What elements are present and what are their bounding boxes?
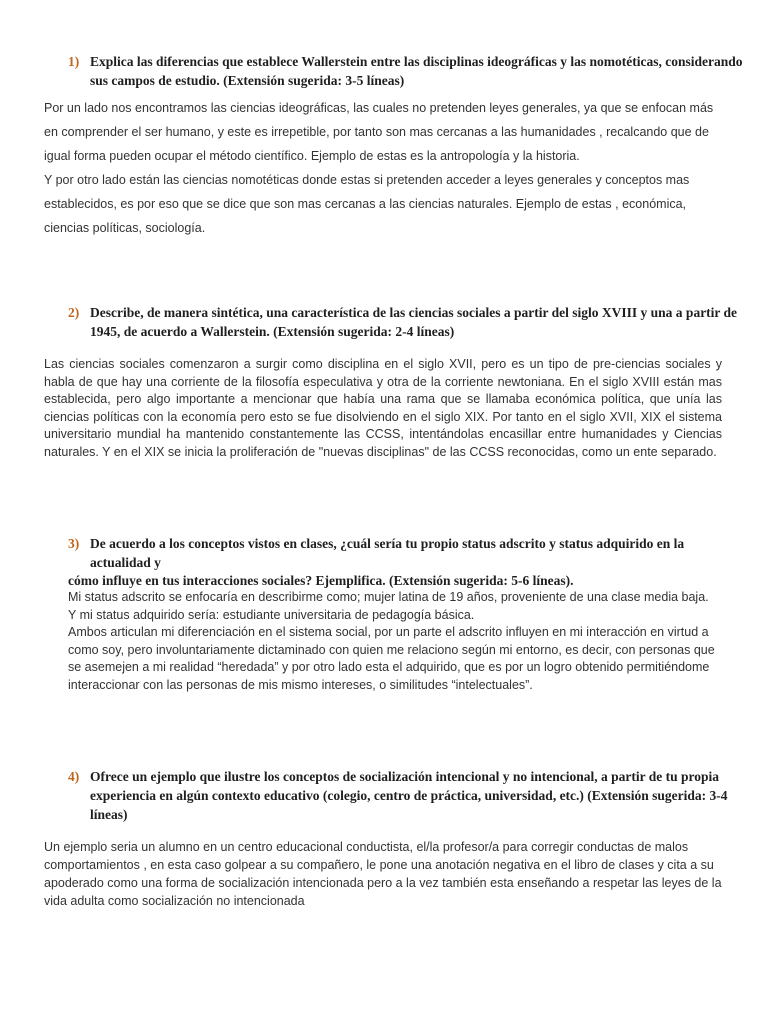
question-2-heading [68,303,748,341]
question-number: 4) [68,769,80,784]
question-title: Ofrece un ejemplo que ilustre los conceptos de socialización intencional y no intencional, a partir de tu propia experiencia en algún contexto educativo (colegio, centro de práctica, universidad, etc.) (Extensión sugerida: 3-4 líneas) [90,769,728,822]
answer-paragraph: Mi status adscrito se enfocaría en describirme como; mujer latina de 19 años, proveniente de una clase media baja. Y mi status adquirido sería: estudiante universitaria de pedagogía básica. [68,590,709,622]
question-title: Describe, de manera sintética, una característica de las ciencias sociales a partir del siglo XVIII y una a partir de 1945, de acuerdo a Wallerstein. (Extensión sugerida: 2-4 líneas) [90,305,738,339]
answer-1 [44,96,724,240]
question-number: 3) [68,536,80,551]
question-title-continuation: cómo influye en tus interacciones sociales? Ejemplifica. (Extensión sugerida: 5-6 líneas). [68,573,574,588]
question-4-heading [68,767,748,824]
answer-2 [44,356,722,461]
answer-paragraph: Las ciencias sociales comenzaron a surgir como disciplina en el siglo XVII, pero es un tipo de pre-ciencias sociales y habla de que hay una corriente de la filosofía especulativa y otra de la corriente newtoniana. En el siglo XVIII están mas establecida, pero algo importante a mencionar que había una rama que se llamaba económica política, que unía las ciencias políticas con la economía pero esto se fue disolviendo en el siglo XIX. Por tanto en el siglo XVII, XIX el sistema universitario mundial ha mantenido constantemente las CCSS, intentándolas encasillar entre humanidades y Ciencias naturales. Y en el XIX se inicia la proliferación de "nuevas disciplinas" de las CCSS reconocidas, como un ente separado. [44,357,722,459]
question-number: 2) [68,305,80,320]
question-1-heading [68,52,748,90]
answer-paragraph: Ambos articulan mi diferenciación en el sistema social, por un parte el adscrito influyen en mi interacción en virtud a como soy, pero involuntariamente dictaminado con quien me relaciono según mi entorno, es decir, con personas que se asemejen a mi realidad “heredada” y por otro lado esta el adquirido, que es por un logro obtenido permitiéndome interaccionar con las personas de mis mismo intereses, o similitudes “intelectuales”. [68,625,715,692]
question-number: 1) [68,54,80,69]
question-title: De acuerdo a los conceptos vistos en clases, ¿cuál sería tu propio status adscrito y status adquirido en la actualidad y [90,536,685,570]
answer-paragraph: Por un lado nos encontramos las ciencias ideográficas, las cuales no pretenden leyes generales, ya que se enfocan más en comprender el ser humano, y este es irrepetible, por tanto son mas cercanas a las humanidades , recalcando que de igual forma pueden ocupar el método científico. Ejemplo de estas es la antropología y la historia. [44,101,714,163]
question-title: Explica las diferencias que establece Wallerstein entre las disciplinas ideográficas y las nomotéticas, considerando sus campos de estudio. (Extensión sugerida: 3-5 líneas) [90,54,743,88]
answer-4 [44,838,724,910]
answer-paragraph: Y por otro lado están las ciencias nomotéticas donde estas si pretenden acceder a leyes generales y conceptos mas establecidos, es por eso que se dice que son mas cercanas a las ciencias naturales. Ejemplo de estas , económica, ciencias políticas, sociología. [44,173,690,235]
question-3-heading [68,534,748,572]
answer-paragraph: Un ejemplo seria un alumno en un centro educacional conductista, el/la profesor/a para corregir conductas de malos comportamientos , en esta caso golpear a su compañero, le pone una anotación negativa en el libro de clases y cita a su apoderado como una forma de socialización intencionada pero a la vez también esta enseñando a respetar las leyes de la vida adulta como socialización no intencionada [44,840,722,908]
answer-3 [68,589,718,694]
question-3-heading-continuation [68,571,748,590]
